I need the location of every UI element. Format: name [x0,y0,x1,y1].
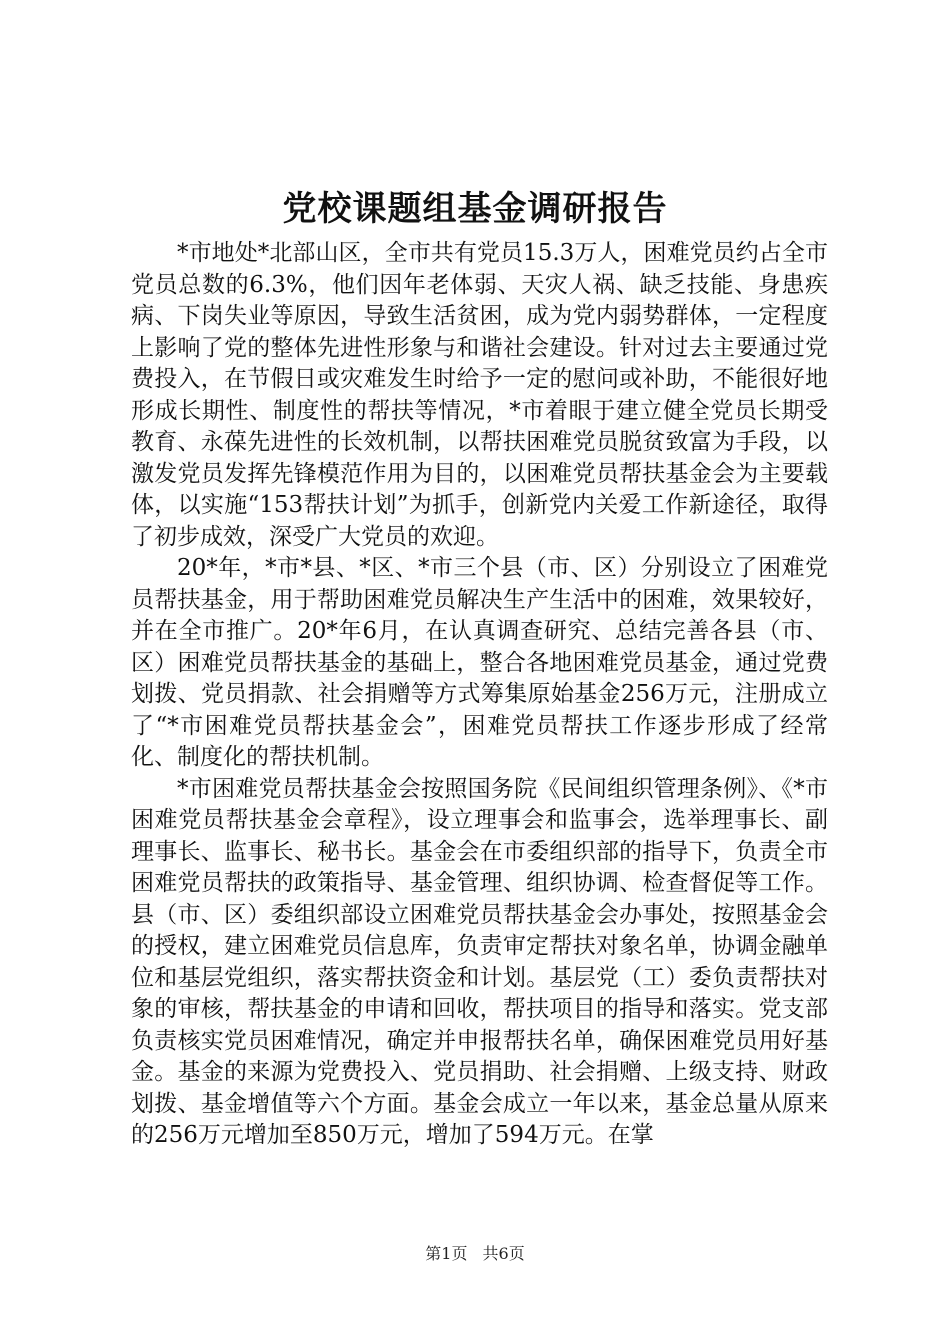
page-number: 第1页 [425,1244,468,1263]
paragraph-2: 20*年，*市*县、*区、*市三个县（市、区）分别设立了困难党员帮扶基金，用于帮助困难党员解决生产生活中的困难，效果较好，并在全市推广。20*年6月，在认真调查研究、总结完善各县（市、区）困难党员帮扶基金的基础上，整合各地困难党员基金，通过党费划拨、党员捐款、社会捐赠等方式筹集原始基金256万元，注册成立了“*市困难党员帮扶基金会”，困难党员帮扶工作逐步形成了经常化、制度化的帮扶机制。 [131,555,828,770]
paragraph-3: *市困难党员帮扶基金会按照国务院《民间组织管理条例》、《*市困难党员帮扶基金会章程》，设立理事会和监事会，选举理事长、副理事长、监事长、秘书长。基金会在市委组织部的指导下，负责全市困难党员帮扶的政策指导、基金管理、组织协调、检查督促等工作。县（市、区）委组织部设立困难党员帮扶基金会办事处，按照基金会的授权，建立困难党员信息库，负责审定帮扶对象名单，协调金融单位和基层党组织，落实帮扶资金和计划。基层党（工）委负责帮扶对象的审核，帮扶基金的申请和回收，帮扶项目的指导和落实。党支部负责核实党员困难情况，确定并申报帮扶名单，确保困难党员用好基金。基金的来源为党费投入、党员捐助、社会捐赠、上级支持、财政划拨、基金增值等六个方面。基金会成立一年以来，基金总量从原来的256万元增加至850万元，增加了594万元。在掌 [131,775,828,1148]
page-footer [0,1242,950,1266]
paragraph-1: *市地处*北部山区，全市共有党员15.3万人，困难党员约占全市党员总数的6.3%，他们因年老体弱、天灾人祸、缺乏技能、身患疾病、下岗失业等原因，导致生活贫困，成为党内弱势群体，一定程度上影响了党的整体先进性形象与和谐社会建设。针对过去主要通过党费投入，在节假日或灾难发生时给予一定的慰问或补助，不能很好地形成长期性、制度性的帮扶等情况，*市着眼于建立健全党员长期受教育、永葆先进性的长效机制，以帮扶困难党员脱贫致富为手段，以激发党员发挥先锋模范作用为目的，以困难党员帮扶基金会为主要载体，以实施“153帮扶计划”为抓手，创新党内关爱工作新途径，取得了初步成效，深受广大党员的欢迎。 [131,240,828,550]
page-total: 共6页 [482,1244,525,1263]
document-body [131,238,828,1152]
document-title: 党校课题组基金调研报告 [282,189,668,229]
